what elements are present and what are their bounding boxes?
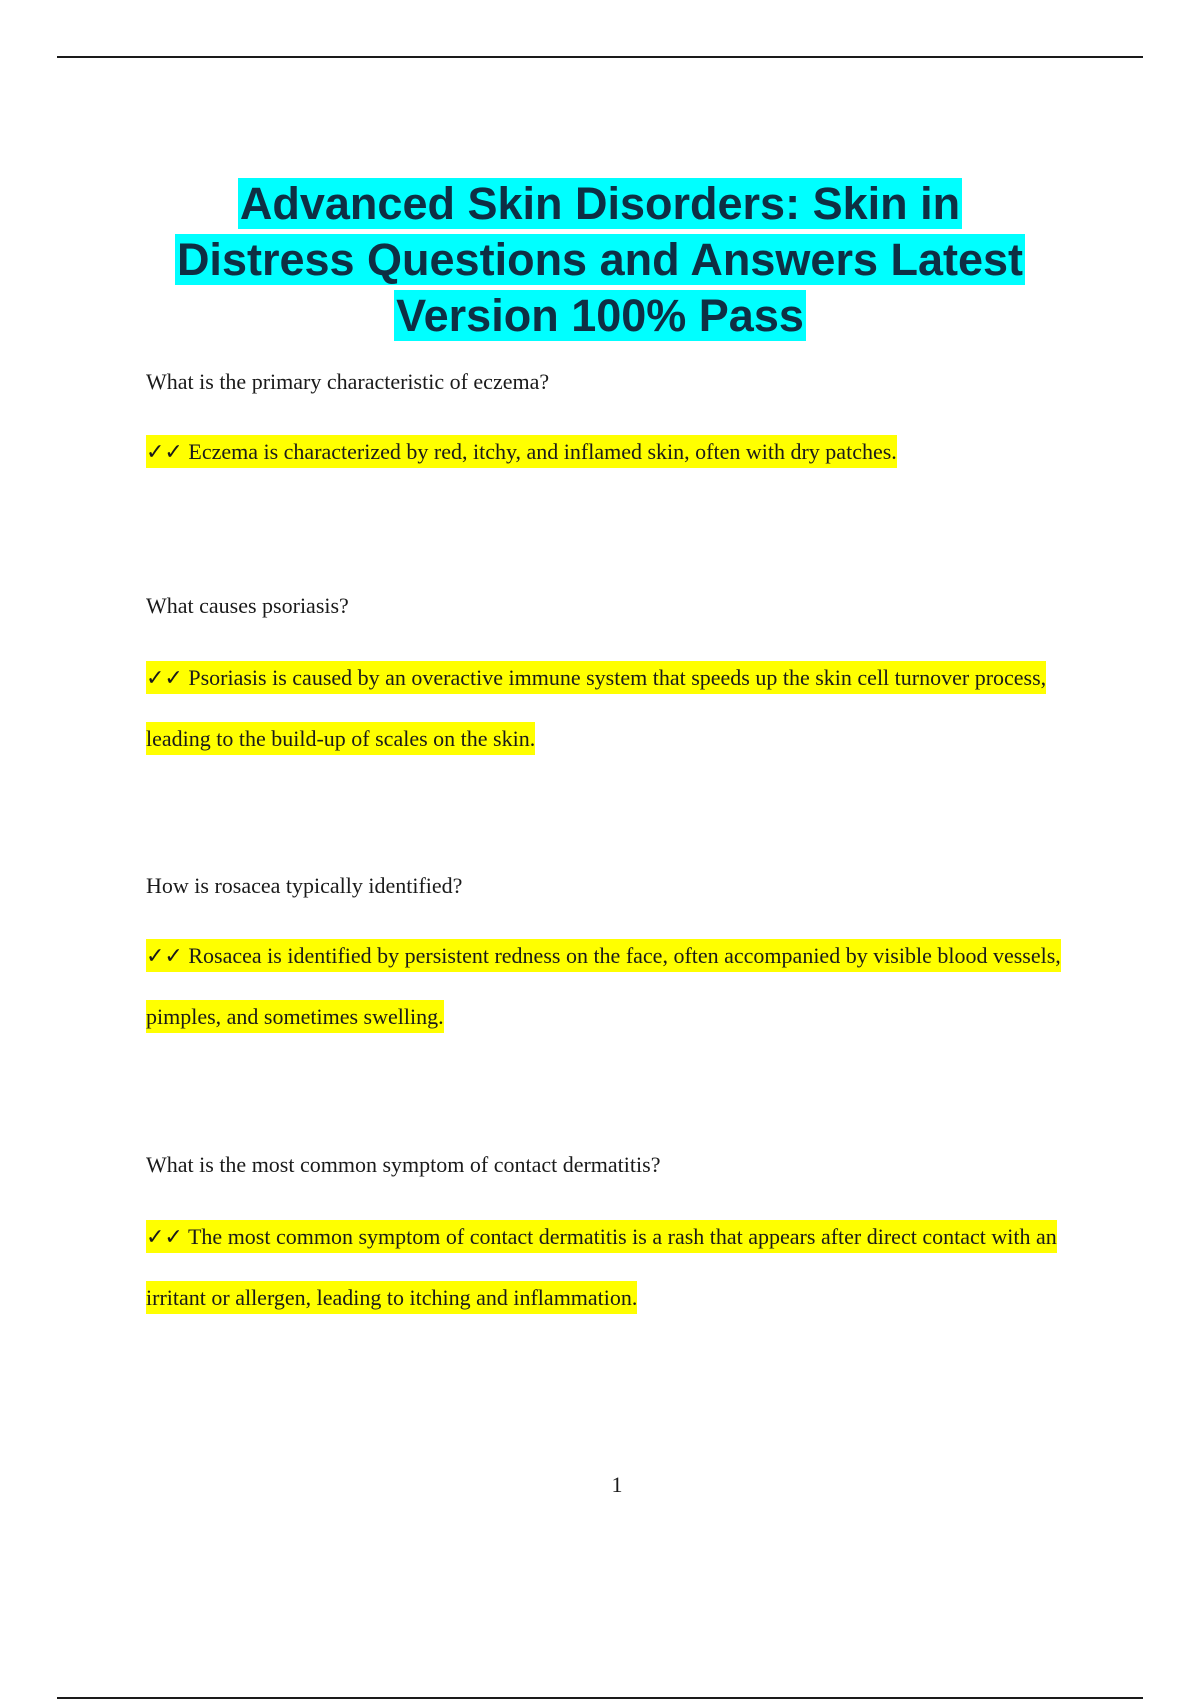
footer-rule	[57, 1697, 1143, 1699]
answer-body: Eczema is characterized by red, itchy, and inflamed skin, often with dry patches.	[188, 439, 897, 464]
double-check-icon: ✓✓	[146, 440, 183, 465]
qa-item-eczema	[146, 368, 1076, 483]
answer-text	[146, 422, 1076, 483]
answer-body: Rosacea is identified by persistent redness on the face, often accompanied by visible blood vessels, pimples, and sometimes swelling.	[146, 943, 1061, 1029]
document-title	[100, 176, 1100, 344]
header-rule	[57, 56, 1143, 58]
answer-highlight	[146, 1220, 1057, 1314]
double-check-icon: ✓✓	[146, 666, 183, 691]
question-text: How is rosacea typically identified?	[146, 873, 463, 898]
answer-highlight	[146, 939, 1061, 1033]
page-number: 1	[611, 1472, 623, 1497]
question-text: What is the most common symptom of contact dermatitis?	[146, 1152, 661, 1177]
answer-body: The most common symptom of contact dermatitis is a rash that appears after direct contact with an irritant or allergen, leading to itching and inflammation.	[146, 1224, 1057, 1310]
answer-highlight	[146, 435, 897, 468]
qa-item-psoriasis	[146, 592, 1076, 769]
question-text: What causes psoriasis?	[146, 593, 349, 618]
title-line-2: Distress Questions and Answers Latest	[176, 234, 1024, 286]
qa-item-rosacea	[146, 872, 1076, 1047]
title-line-3: Version 100% Pass	[396, 290, 804, 342]
qa-item-contact-dermatitis	[146, 1151, 1076, 1328]
double-check-icon: ✓✓	[146, 944, 183, 969]
answer-text	[146, 926, 1076, 1047]
question-text: What is the primary characteristic of eczema?	[146, 369, 550, 394]
answer-text	[146, 1207, 1076, 1328]
answer-highlight	[146, 661, 1046, 755]
double-check-icon: ✓✓	[146, 1225, 183, 1250]
title-line-1: Advanced Skin Disorders: Skin in	[239, 178, 961, 230]
answer-body: Psoriasis is caused by an overactive immune system that speeds up the skin cell turnover process, leading to the build-up of scales on the skin.	[146, 665, 1047, 751]
answer-text	[146, 648, 1076, 769]
